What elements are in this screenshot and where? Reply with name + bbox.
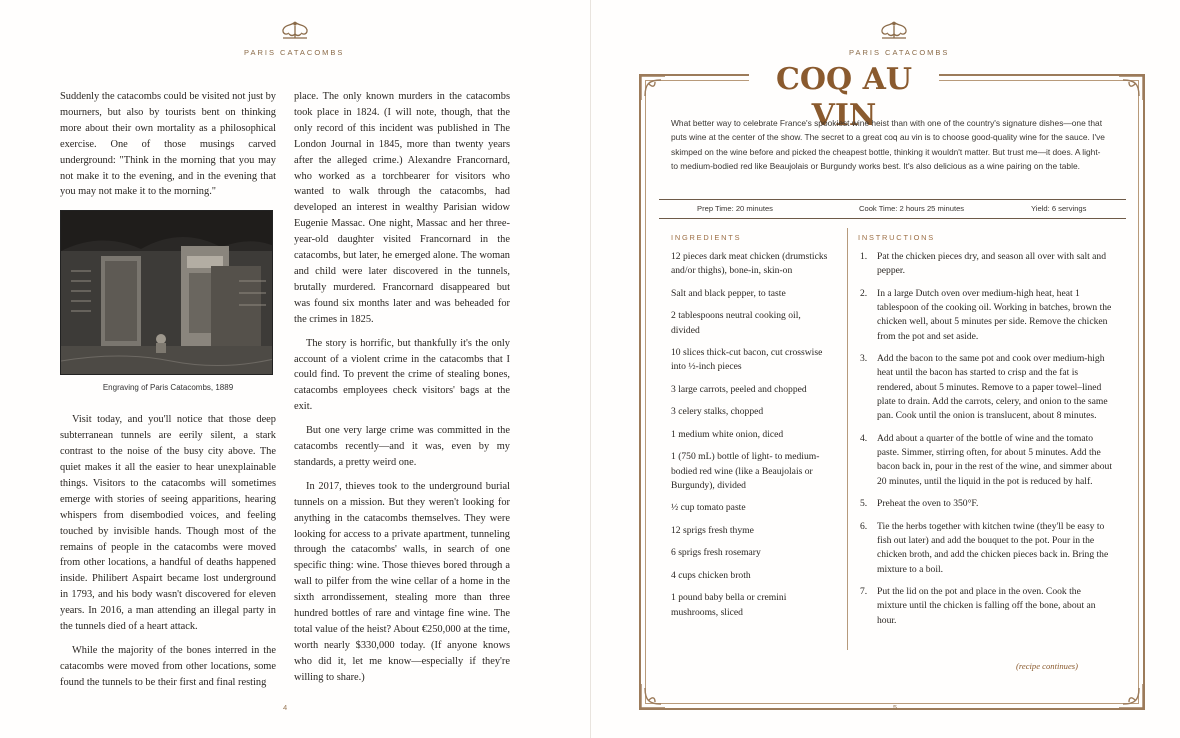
running-header: PARIS CATACOMBS (244, 48, 345, 57)
left-column-1 (60, 89, 276, 691)
right-page (590, 0, 1180, 738)
ingredient-item: 3 large carrots, peeled and chopped (671, 383, 807, 395)
corner-flourish-icon (639, 682, 667, 710)
ingredient-item: 12 pieces dark meat chicken (drumsticks and/or thighs), bone-in, skin-on (671, 251, 828, 277)
paragraph: While the majority of the bones interred in the catacombs were moved from other locations, some found the tunnels to be their first and final resting (60, 644, 276, 688)
cook-time: Cook Time: 2 hours 25 minutes (859, 204, 965, 213)
ingredients-list (671, 250, 831, 628)
instruction-step (857, 352, 1113, 423)
catacomb-engraving-icon (61, 211, 273, 375)
paragraph: In 2017, thieves took to the underground burial tunnels on a mission. But they weren't looking for anything in the catacombs themselves. They were looking for access to a private apartment, tunneling through the catacombs' walls, in search of one specific thing: wine. Those thieves bored through a wall to pilfer from the wine cellar of a home in the sixth arrondissement, stealing more than three hundred bottles of rare and vintage fine wine. The total value of the heist? About €250,000 at the time, worth nearly $330,000 today. (If anyone knows who did it, let me know—especially if they're willing to share.) (294, 480, 510, 683)
step-number: 6. (860, 520, 868, 532)
instruction-step (857, 497, 1113, 511)
instruction-step (857, 287, 1113, 344)
page-number: 4 (283, 703, 288, 712)
yield: Yield: 6 servings (1031, 204, 1087, 213)
corner-flourish-icon (1117, 74, 1145, 102)
step-number: 4. (860, 432, 868, 444)
step-text: Pat the chicken pieces dry, and season all over with salt and pepper. (877, 251, 1107, 277)
step-number: 3. (860, 353, 868, 365)
step-text: Put the lid on the pot and place in the oven. Cook the mixture until the chicken is falling off the bone, about an hour. (877, 586, 1096, 626)
instruction-step (857, 520, 1113, 577)
recipe-continues-note: (recipe continues) (1016, 661, 1078, 671)
engraving-image (60, 210, 273, 375)
fleuron-ornament-icon (874, 20, 914, 42)
step-text: Tie the herbs together with kitchen twine (they'll be easy to fish out later) and add the bouquet to the pot. Pour in the chicken broth, and add the chicken pieces back in. Bring the mixture to a boil. (877, 520, 1109, 575)
ingredient-item: ½ cup tomato paste (671, 502, 746, 514)
paragraph: The story is horrific, but thankfully it's the only account of a violent crime in the catacombs that I could find. To prevent the crime of stealing bones, catacombs employees check visitors' bags at the exit. (294, 337, 510, 413)
ingredient-item: 3 celery stalks, chopped (671, 406, 764, 418)
paragraph: Visit today, and you'll notice that those deep subterranean tunnels are eerily silent, a stark contrast to the noise of the busy city above. The quiet makes it all the easier to hear unexplainable things. Visitors to the catacombs will sometimes emerge with stories of seeing apparitions, hearing whispers from disembodied voices, and feeling touched by invisible hands. Though most of the remains of people in the catacombs were moved from other locations, a handful of deaths happened inside. Philibert Aspairt became lost underground in 1793, and his body wasn't discovered for eleven years. In 2016, a man attending an illegal party in the tunnels died of a heart attack. (60, 414, 276, 633)
step-text: Preheat the oven to 350°F. (877, 498, 979, 510)
instruction-step (857, 432, 1113, 489)
ingredient-item: Salt and black pepper, to taste (671, 287, 786, 299)
instructions-list (857, 250, 1113, 636)
image-caption: Engraving of Paris Catacombs, 1889 (102, 383, 234, 393)
ingredient-item: 1 (750 mL) bottle of light- to medium-bodied red wine (like a Beaujolais or Burgundy), divided (671, 451, 820, 491)
left-column-2 (294, 89, 510, 686)
ingredient-item: 6 sprigs fresh rosemary (671, 547, 761, 559)
paragraph: Suddenly the catacombs could be visited not just by mourners, but also by tourists bent on thinking more about their own mortality as a philosophical exercise. One of those musings carved underground: "Think in the morning that you may not make it to the evening, and in the evening that you may not make it to the morning." (60, 91, 276, 198)
step-number: 7. (860, 586, 868, 598)
corner-flourish-icon (1117, 682, 1145, 710)
recipe-title: COQ AU VIN (749, 62, 939, 100)
ingredient-item: 1 medium white onion, diced (671, 428, 784, 440)
ingredient-item: 10 slices thick-cut bacon, cut crosswise into ½-inch pieces (671, 347, 823, 373)
ingredient-item: 2 tablespoons neutral cooking oil, divided (671, 310, 801, 336)
paragraph: place. The only known murders in the catacombs took place in 1824. (I will note, though, that the only record of this incident was published in The London Journal in 1845, more than twenty years after the alleged crime.) Alexandre Francornard, who worked as a torchbearer for visitors who wanted to walk through the catacombs, had developed an interest in wealthy Parisian widow Eugenie Massac. One night, Massac and her three-year-old daughter visited Francornard in the catacombs, but later, he emerged alone. The woman and child were later discovered in the tunnels, brutally murdered. Francornard disappeared but was found six months later and was beheaded for the crimes in 1825. (294, 91, 510, 325)
fleuron-ornament-icon (275, 20, 315, 42)
step-text: In a large Dutch oven over medium-high heat, heat 1 tablespoon of the cooking oil. Working in batches, brown the chicken well, about 5 minutes per side. Remove the chicken from the pot and set aside. (877, 287, 1112, 342)
ingredients-heading: INGREDIENTS (671, 233, 742, 242)
step-text: Add the bacon to the same pot and cook over medium-high heat until the bacon has started to crisp and the fat is rendered, about 5 minutes. Remove to a paper towel–lined plate to drain. Add the carrots, celery, and onion to the same pan. Cook until the onion is translucent, about 8 minutes. (877, 353, 1108, 422)
instructions-heading: INSTRUCTIONS (858, 233, 936, 242)
prep-time: Prep Time: 20 minutes (697, 204, 773, 213)
page-number: 5 (893, 703, 898, 712)
step-number: 5. (860, 498, 868, 510)
step-text: Add about a quarter of the bottle of wine and the tomato paste. Simmer, stirring often, for about 5 minutes. Add the bacon back in, pour in the rest of the wine, and simmer about 20 minutes, until the liquid in the pot is reduced by half. (877, 432, 1112, 487)
step-number: 1. (860, 251, 868, 262)
ingredient-item: 1 pound baby bella or cremini mushrooms, sliced (671, 592, 787, 618)
instruction-step (857, 250, 1113, 279)
paragraph: But one very large crime was committed in the catacombs recently—and it was, even by my standards, a pretty weird one. (294, 425, 510, 468)
recipe-meta-bar (659, 199, 1126, 219)
corner-flourish-icon (639, 74, 667, 102)
running-header: PARIS CATACOMBS (849, 48, 950, 57)
column-divider (847, 228, 848, 650)
step-number: 2. (860, 287, 868, 299)
instruction-step (857, 585, 1113, 628)
ingredient-item: 4 cups chicken broth (671, 569, 751, 581)
recipe-intro: What better way to celebrate France's spookiest wine heist than with one of the country's signature dishes—one that puts wine at the center of the show. The secret to a great coq au vin is to choose good-quality wine for the sauce. I've skimped on the wine before and picked the cheapest bottle, thinking it wouldn't matter. But trust me—it does. A light- to medium-bodied red like Beaujolais or Burgundy works best. It's also delicious as a wine pairing on the table. (671, 118, 1105, 172)
ingredient-item: 12 sprigs fresh thyme (671, 524, 754, 536)
